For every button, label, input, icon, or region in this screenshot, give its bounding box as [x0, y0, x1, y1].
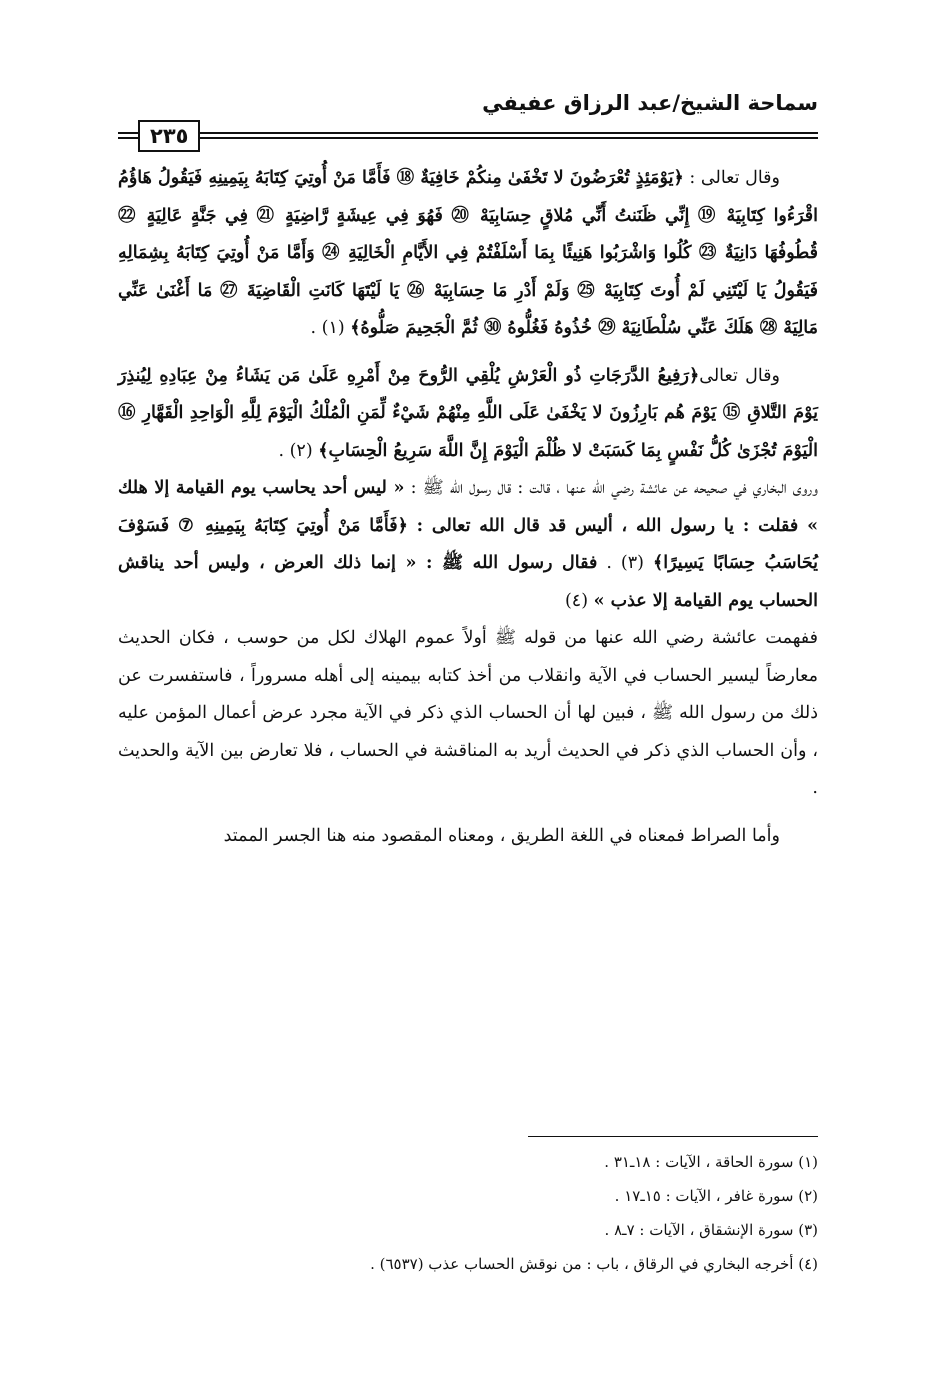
hadith-text-1: « ليس أحد يحاسب يوم القيامة إلا هلك » فقلت : يا رسول الله ، أليس قد قال الله تعالى :: [118, 478, 819, 536]
quran-verse: ﴿فَأَمَّا مَنْ أُوتِيَ كِتَابَهُ بِيَمِينِهِ ⑦ فَسَوْفَ يُحَاسَبُ حِسَابًا يَسِيرًا﴾: [118, 515, 818, 573]
sirat-text: وأما الصراط فمعناه في اللغة الطريق ، ومعناه المقصود منه هنا الجسر الممتد: [223, 825, 780, 846]
footnote-ref: (٤): [564, 590, 594, 611]
paragraph-lead: وقال تعالى: [699, 365, 780, 386]
page-content: [118, 88, 818, 855]
paragraph-hadith: [118, 470, 818, 620]
footnotes-section: [118, 1136, 818, 1281]
quran-verse: ﴿رَفِيعُ الدَّرَجَاتِ ذُو الْعَرْشِ يُلْقِي الرُّوحَ مِنْ أَمْرِهِ عَلَىٰ مَن يَشَاءُ مِنْ عِبَادِهِ لِيُنذِرَ يَوْمَ التَّلاقِ ⑮ يَوْمَ هُم بَارِزُونَ لا يَخْفَىٰ عَلَى اللَّهِ مِنْهُمْ شَيْءٌ لِّمَنِ الْمُلْكُ الْيَوْمَ لِلَّهِ الْوَاحِدِ الْقَهَّارِ ⑯ الْيَوْمَ تُجْزَىٰ كُلُّ نَفْسٍ بِمَا كَسَبَتْ لا ظُلْمَ الْيَوْمَ إِنَّ اللَّهَ سَرِيعُ الْحِسَابِ﴾: [118, 365, 818, 461]
hadith-lead: وروى البخاري في صحيحه عن عائشة رضي الله عنها ، قالت : قال رسول الله ﷺ :: [404, 478, 818, 498]
paragraph-lead: وقال تعالى :: [683, 168, 780, 188]
footnote-item: (٣) سورة الإنشقاق ، الآيات : ٧ـ٨ .: [604, 1221, 818, 1239]
footnote-ref: (٣) .: [597, 553, 654, 573]
paragraph-explanation: [118, 620, 818, 808]
paragraph-quran-ghafir: [118, 358, 818, 471]
footnote-ref: (١) .: [310, 318, 351, 338]
footnote-separator: [528, 1136, 818, 1137]
paragraph-sirat: [118, 818, 818, 856]
header-rule: [118, 120, 818, 154]
quran-verse: ﴿يَوْمَئِذٍ تُعْرَضُونَ لا تَخْفَىٰ مِنكُمْ خَافِيَةٌ ⑱ فَأَمَّا مَنْ أُوتِيَ كِتَابَهُ بِيَمِينِهِ فَيَقُولُ هَاؤُمُ اقْرَءُوا كِتَابِيَهْ ⑲ إِنِّي ظَنَنتُ أَنِّي مُلاقٍ حِسَابِيَهْ ⑳ فَهُوَ فِي عِيشَةٍ رَّاضِيَةٍ ㉑ فِي جَنَّةٍ عَالِيَةٍ ㉒ قُطُوفُهَا دَانِيَةٌ ㉓ كُلُوا وَاشْرَبُوا هَنِيئًا بِمَا أَسْلَفْتُمْ فِي الأَيَّامِ الْخَالِيَةِ ㉔ وَأَمَّا مَنْ أُوتِيَ كِتَابَهُ بِشِمَالِهِ فَيَقُولُ يَا لَيْتَنِي لَمْ أُوتَ كِتَابِيَهْ ㉕ وَلَمْ أَدْرِ مَا حِسَابِيَهْ ㉖ يَا لَيْتَهَا كَانَتِ الْقَاضِيَةَ ㉗ مَا أَغْنَىٰ عَنِّي مَالِيَهْ ㉘ هَلَكَ عَنِّي سُلْطَانِيَهْ ㉙ خُذُوهُ فَغُلُّوهُ ㉚ ثُمَّ الْجَحِيمَ صَلُّوهُ﴾: [118, 168, 818, 338]
footnote-item: (١) سورة الحاقة ، الآيات : ١٨ـ٣١ .: [604, 1153, 818, 1171]
footnote-ref: (٢) .: [278, 440, 319, 461]
hadith-text-2: فقال رسول الله ﷺ : « إنما ذلك العرض ، وليس أحد يناقش الحساب يوم القيامة إلا عذب »: [118, 553, 818, 611]
double-rule-line: [118, 132, 818, 139]
footnote-item: (٢) سورة غافر ، الآيات : ١٥ـ١٧ .: [614, 1187, 818, 1205]
explanation-text: ففهمت عائشة رضي الله عنها من قوله ﷺ أولاً عموم الهلاك لكل من حوسب ، فكان الحديث معارضاً ليسير الحساب في الآية وانقلاب من أخذ كتابه بيمينه إلى أهله مسروراً ، فاستفسرت عن ذلك من رسول الله ﷺ ، فبين لها أن الحساب الذي ذكر في الآية مجرد عرض أعمال المؤمن عليه ، وأن الحساب الذي ذكر في الحديث أريد به المناقشة في الحساب ، فلا تعارض بين الآية والحديث .: [118, 628, 818, 798]
page-number: ٢٣٥: [138, 120, 200, 152]
paragraph-quran-haqqa: [118, 160, 818, 348]
running-header-title: سماحة الشيخ/عبد الرزاق عفيفي: [482, 91, 818, 115]
main-text: [118, 160, 818, 855]
footnote-item: (٤) أخرجه البخاري في الرقاق ، باب : من نوقش الحساب عذب (٦٥٣٧) .: [370, 1255, 818, 1273]
footnote-list: [118, 1145, 818, 1281]
